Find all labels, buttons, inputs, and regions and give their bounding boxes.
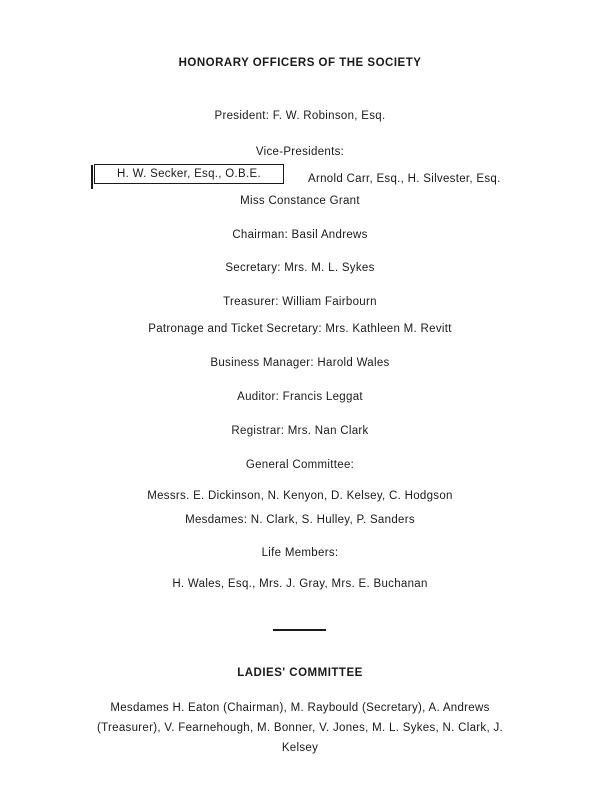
section-divider xyxy=(273,629,326,631)
ladies-committee-members: Mesdames H. Eaton (Chairman), M. Raybould (Secretary), A. Andrews (Treasurer), V. Fearnehough, M. Bonner, V. Jones, M. L. Sykes, N. Clark, J. Kelsey xyxy=(97,702,503,754)
treasurer-line: Treasurer: William Fairbourn xyxy=(223,296,377,308)
chairman-line: Chairman: Basil Andrews xyxy=(232,229,368,241)
page-title: HONORARY OFFICERS OF THE SOCIETY xyxy=(178,57,422,69)
patronage-secretary-line: Patronage and Ticket Secretary: Mrs. Kathleen M. Revitt xyxy=(148,323,452,335)
secretary-line: Secretary: Mrs. M. L. Sykes xyxy=(225,262,375,274)
ladies-committee-title: LADIES' COMMITTEE xyxy=(237,667,363,679)
general-committee-label: General Committee: xyxy=(245,459,355,471)
general-committee-messrs: Messrs. E. Dickinson, N. Kenyon, D. Kelsey, C. Hodgson xyxy=(147,490,453,502)
business-manager-line: Business Manager: Harold Wales xyxy=(210,357,390,369)
general-committee-mesdames: Mesdames: N. Clark, S. Hulley, P. Sanders xyxy=(185,514,415,526)
vice-president-boxed: H. W. Secker, Esq., O.B.E. xyxy=(94,164,284,184)
registrar-line: Registrar: Mrs. Nan Clark xyxy=(231,425,369,437)
vice-presidents-others: Arnold Carr, Esq., H. Silvester, Esq. xyxy=(308,173,501,185)
vice-presidents-label: Vice-Presidents: xyxy=(255,146,345,158)
auditor-line: Auditor: Francis Leggat xyxy=(237,391,363,403)
president-line: President: F. W. Robinson, Esq. xyxy=(214,110,386,122)
life-members-list: H. Wales, Esq., Mrs. J. Gray, Mrs. E. Buchanan xyxy=(172,578,428,590)
vice-presidents-line2: Miss Constance Grant xyxy=(240,195,360,207)
life-members-label: Life Members: xyxy=(261,547,339,559)
